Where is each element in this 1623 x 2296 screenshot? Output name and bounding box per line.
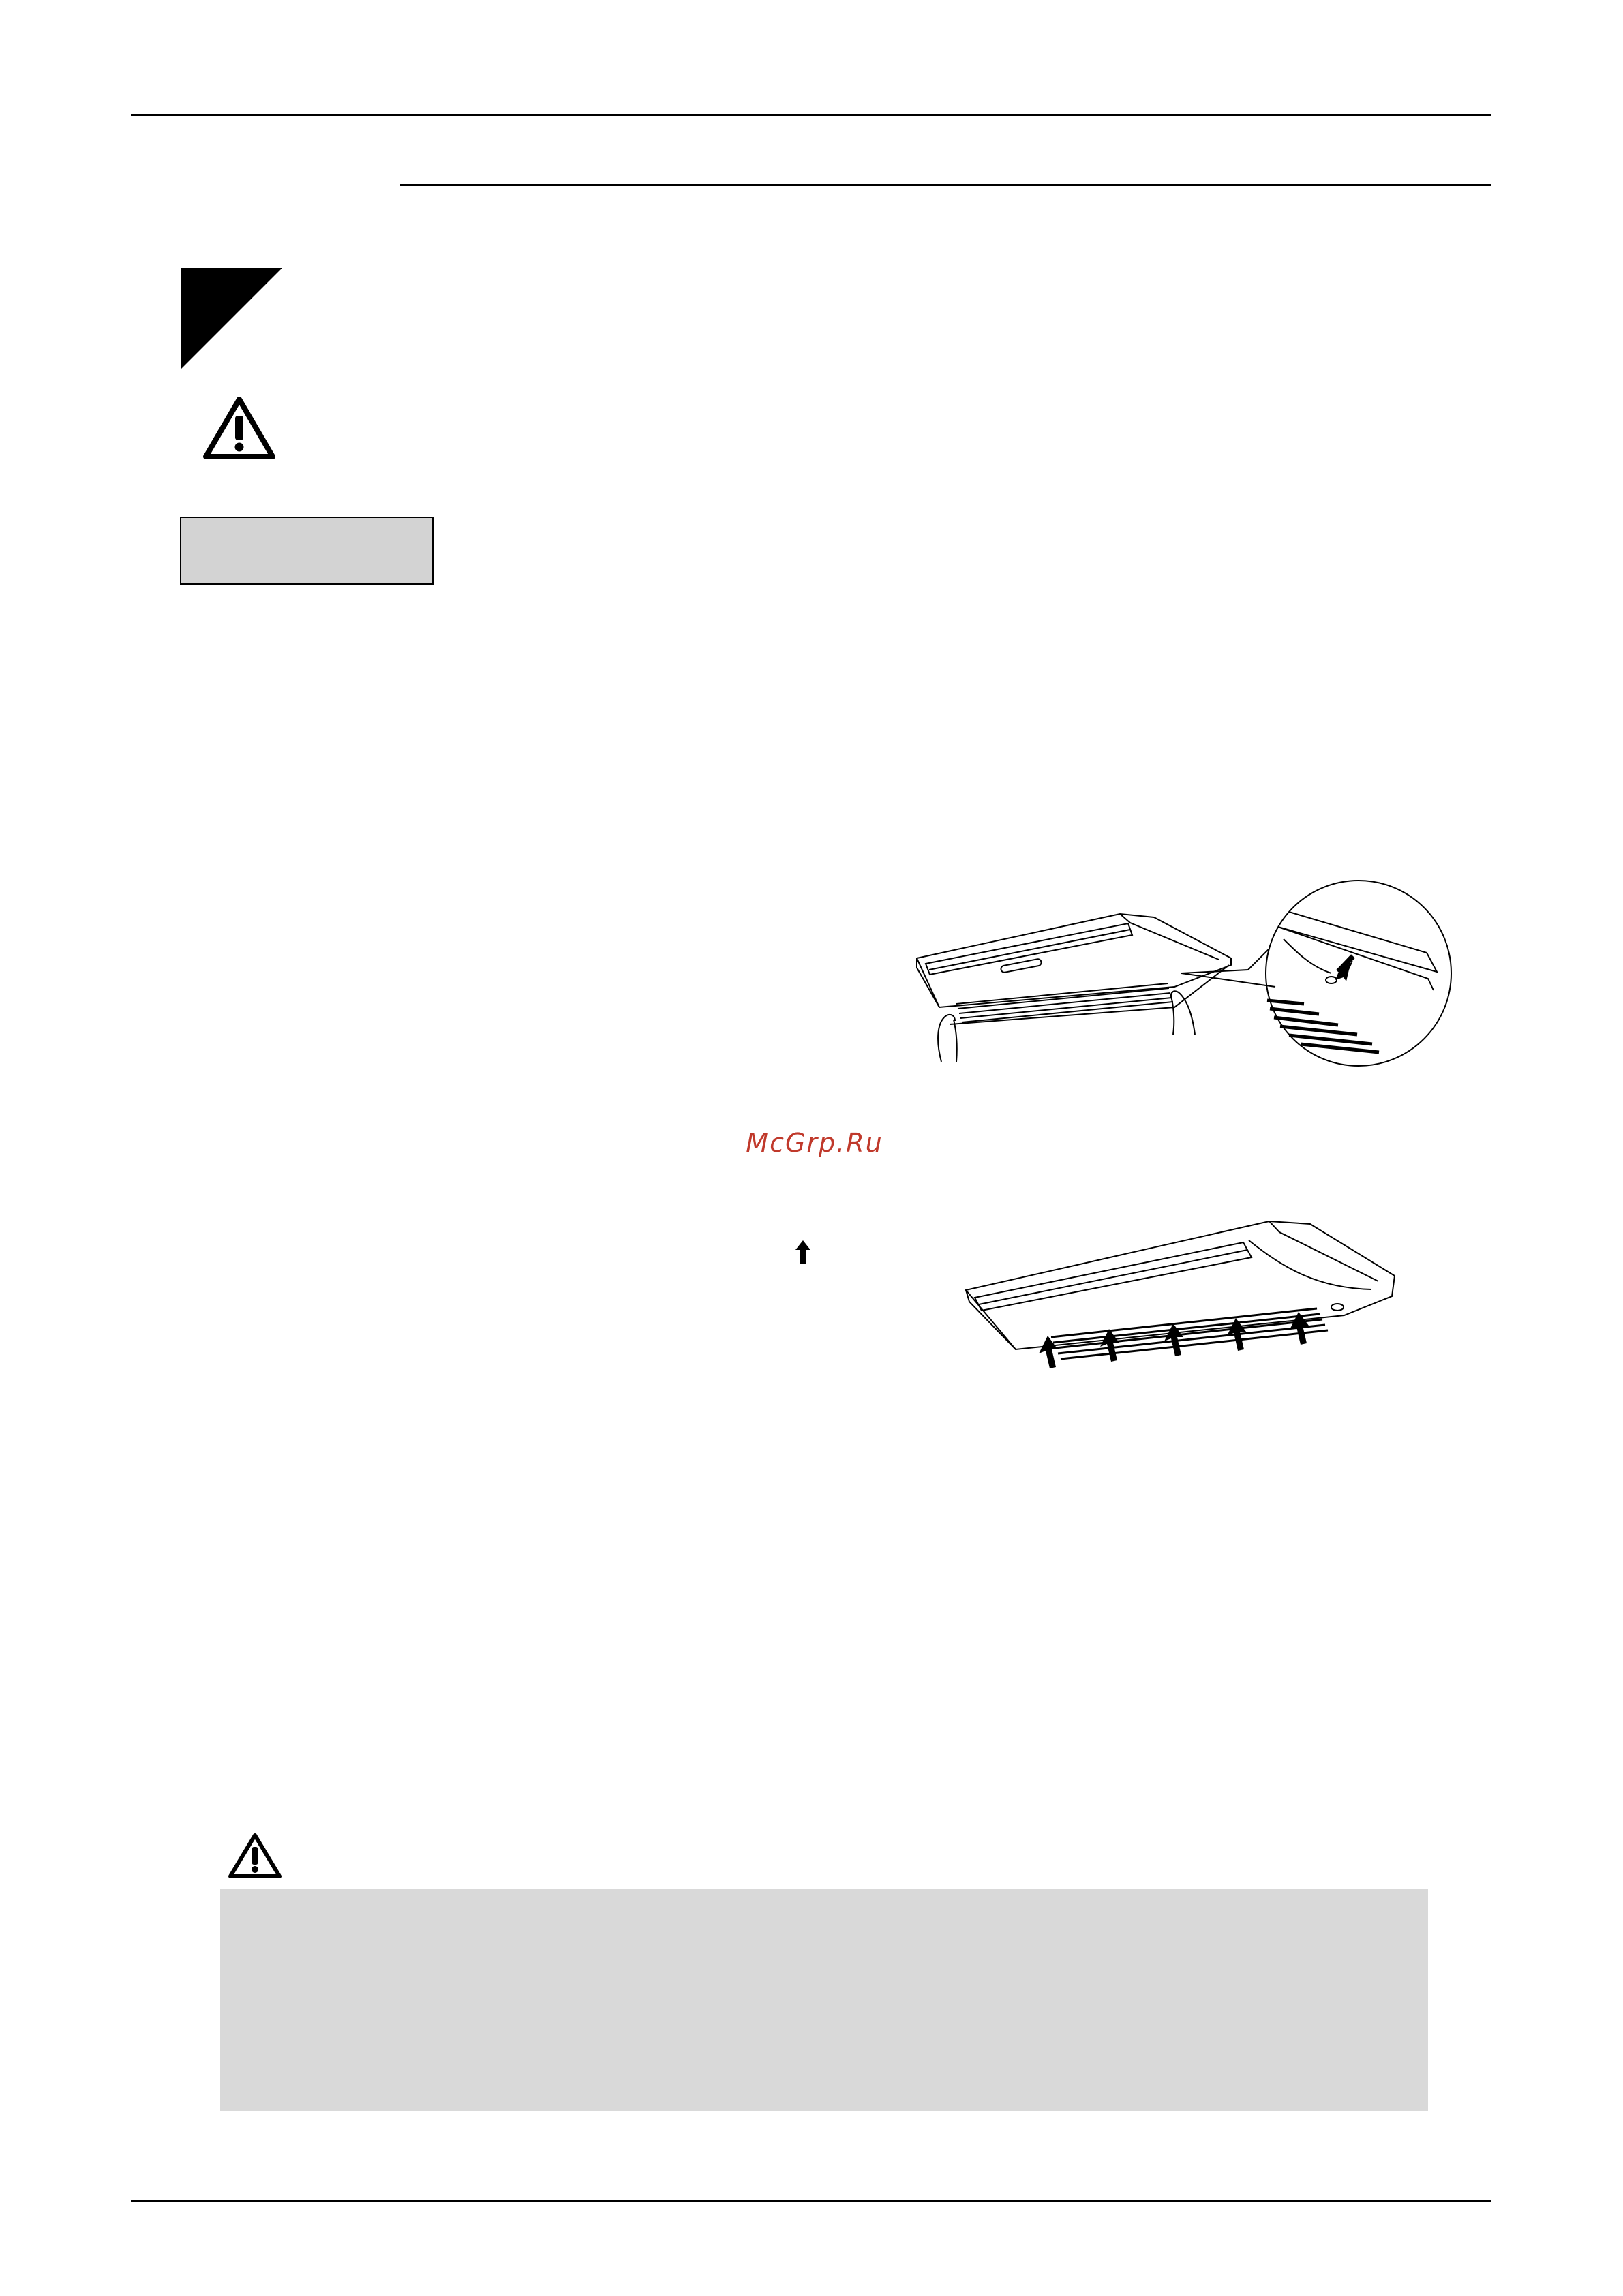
- up-arrow-icon: [795, 1240, 810, 1264]
- watermark: McGrp.Ru: [746, 1128, 883, 1158]
- gray-label-box: [180, 517, 434, 585]
- section-rule: [400, 184, 1491, 186]
- caution-panel: [220, 1889, 1428, 2111]
- ceiling-unit-airflow-illustration: [962, 1213, 1412, 1390]
- black-triangle-corner-icon: [181, 268, 282, 369]
- ceiling-unit-grille-removal-illustration: [861, 878, 1461, 1072]
- warning-triangle-icon: [202, 395, 277, 461]
- header-rule: [131, 114, 1491, 116]
- warning-triangle-icon: [227, 1832, 283, 1880]
- footer-rule: [131, 2200, 1491, 2202]
